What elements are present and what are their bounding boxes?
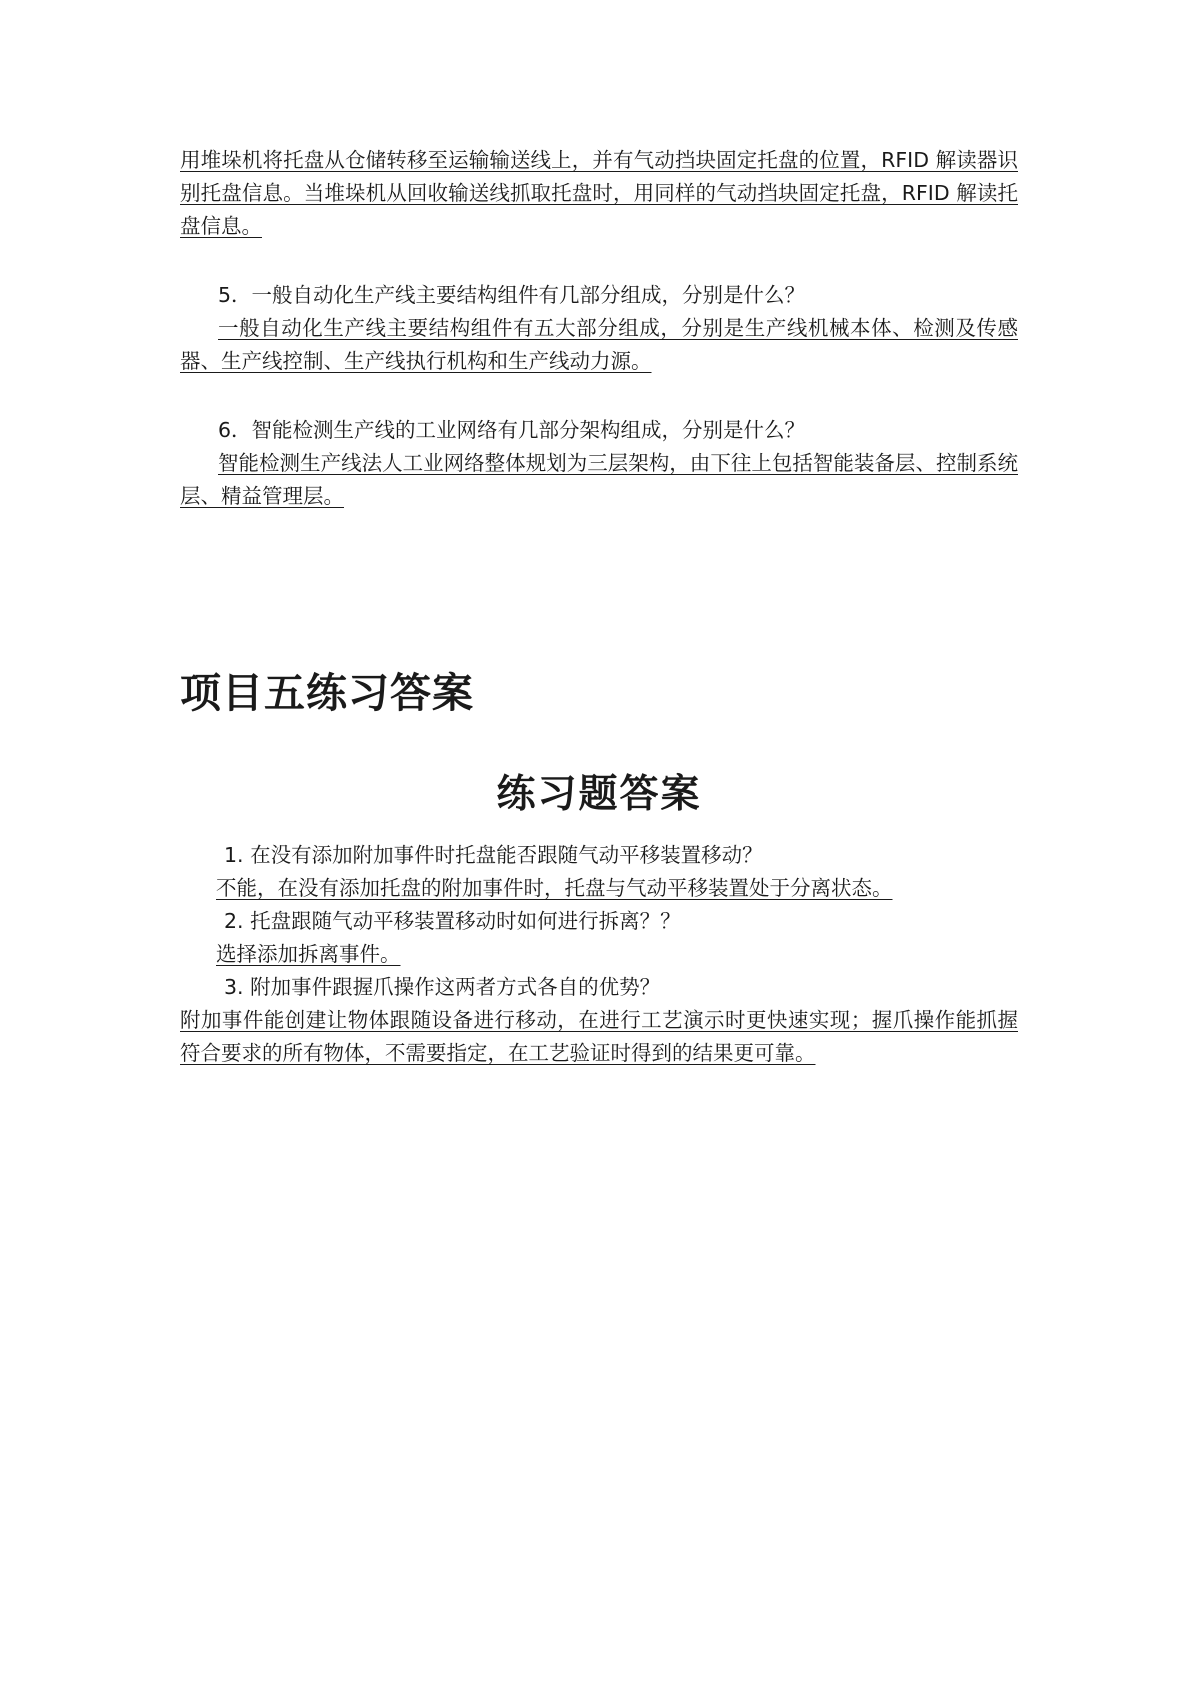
question-2: 2. 托盘跟随气动平移装置移动时如何进行拆离？？ (224, 909, 681, 933)
spacer (180, 378, 1018, 414)
answer-1-text (180, 876, 893, 900)
spacer (180, 243, 1018, 279)
question-6: 6．智能检测生产线的工业网络有几部分架构组成，分别是什么？ (218, 418, 806, 442)
document-page (180, 144, 1018, 1070)
section-subheading: 练习题答案 (496, 772, 702, 817)
question-3: 3. 附加事件跟握爪操作这两者方式各自的优势？ (224, 975, 661, 999)
answer-3-paragraph (180, 1004, 1018, 1070)
continued-answer-paragraph (180, 144, 1018, 243)
answer-3-text: 附加事件能创建让物体跟随设备进行移动，在进行工艺演示时更快速实现；握爪操作能抓握符合要求的所有物体，不需要指定，在工艺验证时得到的结果更可靠。 (180, 1008, 1018, 1065)
answer-6-paragraph (180, 447, 1018, 513)
answer-5-paragraph (180, 312, 1018, 378)
answer-1-content: 不能，在没有添加托盘的附加事件时，托盘与气动平移装置处于分离状态。 (216, 876, 893, 900)
answer-2-content: 选择添加拆离事件。 (216, 942, 401, 966)
answer-2-text (180, 942, 401, 966)
answer-6-text: 智能检测生产线法人工业网络整体规划为三层架构，由下往上包括智能装备层、控制系统层、精益管理层。 (180, 451, 1018, 508)
question-5: 5．一般自动化生产线主要结构组件有几部分组成，分别是什么？ (218, 283, 806, 307)
question-1: 1. 在没有添加附加事件时托盘能否跟随气动平移装置移动？ (224, 843, 763, 867)
answer-5-text: 一般自动化生产线主要结构组件有五大部分组成，分别是生产线机械本体、检测及传感器、生产线控制、生产线执行机构和生产线动力源。 (180, 316, 1018, 373)
spacer (180, 513, 1018, 663)
section-heading: 项目五练习答案 (180, 669, 474, 717)
answer-1-paragraph (180, 872, 1018, 905)
answer-2-paragraph (180, 938, 1018, 971)
continued-answer-text: 用堆垛机将托盘从仓储转移至运输输送线上，并有气动挡块固定托盘的位置，RFID 解读器识别托盘信息。当堆垛机从回收输送线抓取托盘时，用同样的气动挡块固定托盘，RFID 解读托盘信息。 (180, 148, 1018, 238)
